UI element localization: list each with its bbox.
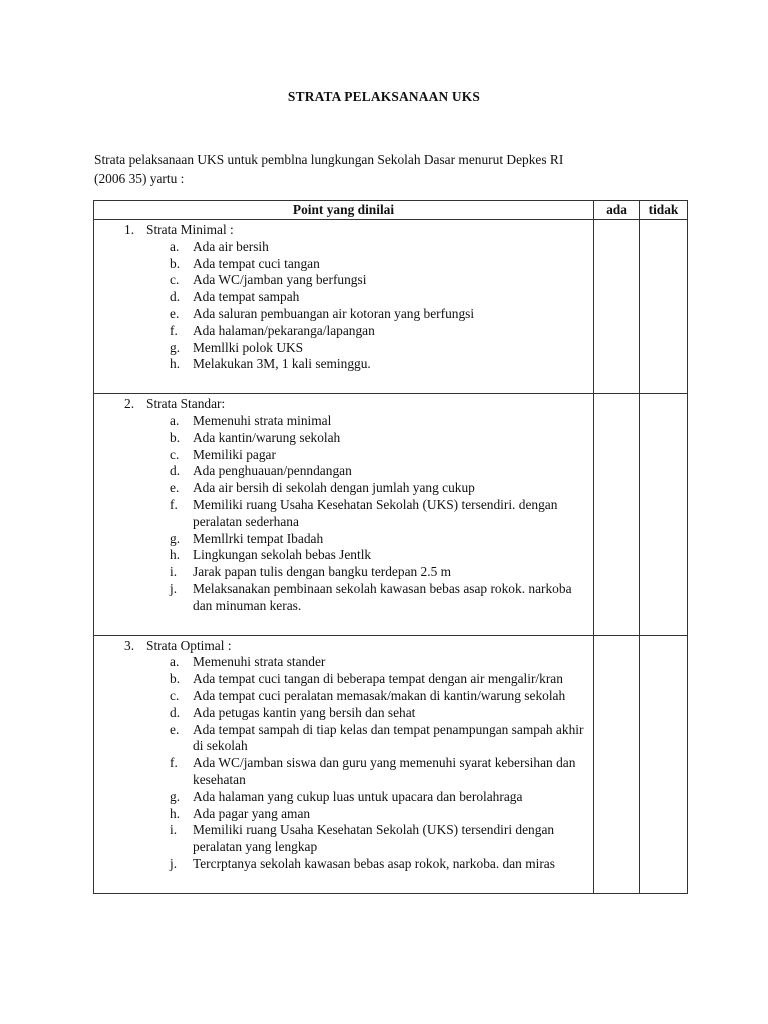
page-title: STRATA PELAKSANAAN UKS [287, 89, 481, 104]
intro-paragraph [94, 150, 694, 188]
item-letter: b. [170, 429, 181, 445]
item-letter: e. [170, 480, 180, 496]
item-letter: j. [170, 855, 178, 871]
item-text: Ada WC/jamban yang berfungsi [193, 272, 367, 288]
item-letter: j. [170, 580, 178, 596]
item-text: Memllrki tempat Ibadah [193, 530, 324, 546]
item-letter: b. [170, 671, 181, 687]
list-item [94, 272, 593, 289]
list-item [94, 755, 593, 789]
item-letter: f. [170, 322, 178, 338]
list-item [94, 413, 593, 430]
item-text: Ada saluran pembuangan air kotoran yang berfungsi [193, 305, 475, 321]
list-item [94, 289, 593, 306]
item-letter: h. [170, 356, 181, 372]
item-text: Ada halaman yang cukup luas untuk upacara dan berolahraga [193, 788, 523, 804]
list-item [94, 306, 593, 323]
list-item [94, 340, 593, 357]
item-text: Ada tempat cuci tangan di beberapa tempat dengan air mengalir/kran [193, 671, 563, 687]
list-item [94, 856, 593, 873]
table-row [94, 635, 688, 893]
item-letter: c. [170, 272, 180, 288]
item-letter: g. [170, 788, 181, 804]
item-text: Melaksanakan pembinaan sekolah kawasan bebas asap rokok. narkoba dan minuman keras. [193, 580, 572, 613]
list-item [94, 581, 593, 615]
list-item [94, 447, 593, 464]
section-number: 3. [124, 637, 135, 653]
item-text: Ada kantin/warung sekolah [193, 429, 341, 445]
list-item [94, 688, 593, 705]
list-item [94, 547, 593, 564]
list-item [94, 480, 593, 497]
item-letter: c. [170, 687, 180, 703]
item-letter: g. [170, 339, 181, 355]
item-letter: d. [170, 463, 181, 479]
intro-line-2: (2006 35) yartu : [94, 171, 185, 186]
list-item [94, 356, 593, 373]
list-item [94, 671, 593, 688]
section-heading [94, 222, 593, 239]
item-letter: i. [170, 822, 178, 838]
item-text: Ada pagar yang aman [193, 805, 311, 821]
item-letter: b. [170, 255, 181, 271]
list-item [94, 722, 593, 756]
header-ada: ada [594, 201, 640, 220]
tidak-checkbox-cell[interactable] [640, 394, 688, 635]
point-cell [94, 220, 594, 394]
section-heading [94, 396, 593, 413]
item-letter: a. [170, 238, 180, 254]
item-letter: e. [170, 305, 180, 321]
item-text: Memiliki pagar [193, 446, 276, 462]
item-text: Ada petugas kantin yang bersih dan sehat [193, 704, 416, 720]
item-text: Melakukan 3M, 1 kali seminggu. [193, 356, 371, 372]
list-item [94, 323, 593, 340]
section-number: 1. [124, 222, 135, 237]
item-text: Memllki polok UKS [193, 339, 304, 355]
item-letter: f. [170, 496, 178, 512]
header-tidak: tidak [640, 201, 688, 220]
list-item [94, 564, 593, 581]
list-item [94, 654, 593, 671]
item-text: Ada tempat cuci tangan [193, 255, 320, 271]
item-text: Memiliki ruang Usaha Kesehatan Sekolah (UKS) tersendiri. dengan peralatan sederhana [193, 496, 558, 529]
item-text: Jarak papan tulis dengan bangku terdepan 2.5 m [193, 564, 452, 580]
table-row [94, 220, 688, 394]
section-title: Strata Optimal : [146, 637, 232, 653]
item-letter: h. [170, 805, 181, 821]
ada-checkbox-cell[interactable] [594, 635, 640, 893]
table-header-row [94, 201, 688, 220]
item-letter: f. [170, 755, 178, 771]
list-item [94, 497, 593, 531]
list-item [94, 531, 593, 548]
tidak-checkbox-cell[interactable] [640, 220, 688, 394]
list-item [94, 822, 593, 856]
item-text: Tercrptanya sekolah kawasan bebas asap rokok, narkoba. dan miras [193, 855, 555, 871]
list-item [94, 806, 593, 823]
tidak-checkbox-cell[interactable] [640, 635, 688, 893]
ada-checkbox-cell[interactable] [594, 394, 640, 635]
item-text: Ada tempat sampah [193, 289, 300, 305]
assessment-table [93, 200, 688, 894]
intro-line-1: Strata pelaksanaan UKS untuk pemblna lungkungan Sekolah Dasar menurut Depkes RI [94, 152, 564, 167]
item-text: Ada halaman/pekaranga/lapangan [193, 322, 375, 338]
table-row [94, 394, 688, 635]
item-text: Lingkungan sekolah bebas Jentlk [193, 547, 372, 563]
list-item [94, 789, 593, 806]
list-item [94, 239, 593, 256]
item-text: Ada tempat cuci peralatan memasak/makan di kantin/warung sekolah [193, 687, 566, 703]
section-number: 2. [124, 396, 135, 412]
item-text: Memenuhi strata stander [193, 654, 326, 670]
item-letter: a. [170, 654, 180, 670]
item-text: Ada air bersih di sekolah dengan jumlah yang cukup [193, 480, 475, 496]
item-text: Memenuhi strata minimal [193, 412, 332, 428]
section-heading [94, 638, 593, 655]
header-point: Point yang dinilai [94, 201, 594, 220]
item-text: Ada air bersih [193, 238, 269, 254]
item-letter: d. [170, 704, 181, 720]
list-item [94, 256, 593, 273]
item-text: Ada penghuauan/penndangan [193, 463, 352, 479]
item-letter: i. [170, 564, 178, 580]
ada-checkbox-cell[interactable] [594, 220, 640, 394]
section-title: Strata Minimal : [146, 222, 234, 237]
point-cell [94, 394, 594, 635]
item-text: Ada tempat sampah di tiap kelas dan tempat penampungan sampah akhir di sekolah [193, 721, 584, 754]
section-title: Strata Standar: [146, 396, 226, 412]
item-letter: c. [170, 446, 180, 462]
item-letter: g. [170, 530, 181, 546]
item-letter: h. [170, 547, 181, 563]
item-text: Ada WC/jamban siswa dan guru yang memenuhi syarat kebersihan dan kesehatan [193, 755, 576, 787]
list-item [94, 463, 593, 480]
item-letter: e. [170, 721, 180, 737]
point-cell [94, 635, 594, 893]
item-letter: a. [170, 412, 180, 428]
item-text: Memiliki ruang Usaha Kesehatan Sekolah (UKS) tersendiri dengan peralatan yang lengkap [193, 822, 555, 855]
list-item [94, 705, 593, 722]
list-item [94, 430, 593, 447]
item-letter: d. [170, 289, 181, 305]
